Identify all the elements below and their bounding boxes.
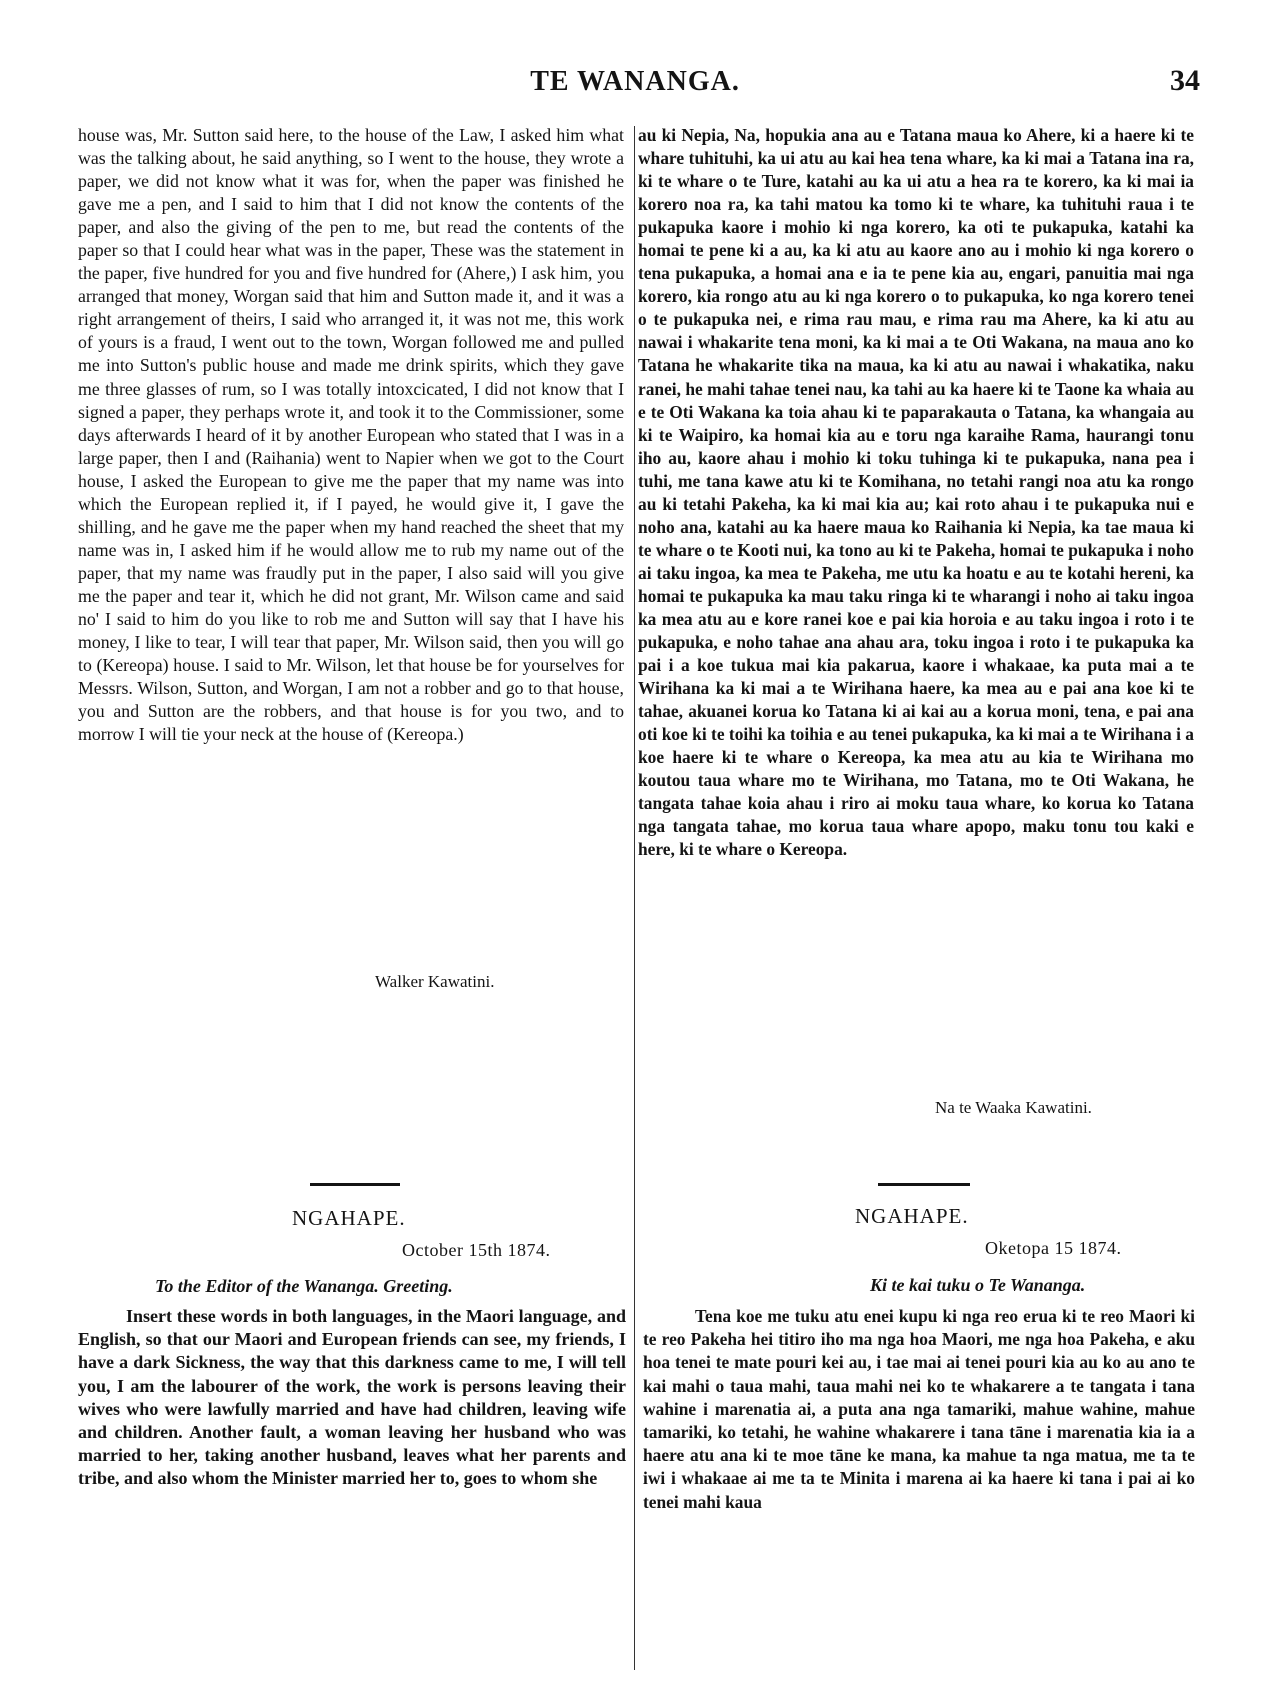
page-header	[70, 64, 1200, 104]
left-column-article	[78, 124, 624, 746]
left-letter-date: October 15th 1874.	[402, 1240, 551, 1260]
right-column-article	[638, 124, 1194, 862]
right-letter-heading: NGAHAPE.	[855, 1204, 969, 1228]
left-letter-heading: NGAHAPE.	[292, 1206, 406, 1230]
left-article-text: house was, Mr. Sutton said here, to the house of the Law, I asked him what was the talking about, he said anything, so I went to the house, they wrote a paper, we did not know what it was for, when the paper was finished he gave me a pen, and I said to him that I did not know the contents of the paper, and also the giving of the pen to me, but read the contents of the paper so that I could hear what was in the paper, These was the statement in the paper, five hundred for you and five hundred for (Ahere,) I ask him, you arranged that money, Worgan said that him and Sutton made it, and it was a right arrangement of theirs, I said who arranged it, it was not me, this work of yours is a fraud, I went out to the town, Worgan followed me and pulled me into Sutton's public house and made me drink spirits, which they gave me three glasses of rum, so I was totally intoxcicated, I did not know that I signed a paper, they perhaps wrote it, and took it to the Commissioner, some days afterwards I heard of it by another European who stated that I was in a large paper, then I and (Raihania) went to Napier when we got to the Court house, I asked the European to give me the paper that my name was into which the European replied it, if I payed, he would give it, I gave the shilling, and he gave me the paper when my hand reached the sheet that my name was in, I asked him if he would allow me to rub my name out of the paper, that my name was fraudly put in the paper, I also said will you give me the paper and tear it, which he did not grant, Mr. Wilson came and said no' I said to him do you like to rob me and Sutton will say that I have his money, I like to tear, I will tear that paper, Mr. Wilson said, then you will go to (Kereopa) house. I said to Mr. Wilson, let that house be for yourselves for Messrs. Wilson, Sutton, and Worgan, I am not a robber and go to that house, you and Sutton are the robbers, and that house is for you two, and to morrow I will tie your neck at the house of (Kereopa.)	[78, 125, 624, 745]
right-letter-body	[643, 1305, 1195, 1514]
left-letter-body	[78, 1305, 626, 1491]
left-letter-greeting: To the Editor of the Wananga. Greeting.	[155, 1276, 453, 1296]
right-letter-text: Tena koe me tuku atu enei kupu ki nga reo erua ki te reo Maori ki te reo Pakeha hei titiro iho ma nga hoa Maori, me nga hoa Pakeha, e aku hoa tenei te mate pouri kei au, i tae mai ai tenei pouri kia au ko au ano te kai mahi o taua mahi, taua mahi nei ko te whakarere a te tangata i tana wahine i marenatia ai, a puta ana nga tamariki, mahue wahine, mahue tamariki, ko tetahi, he wahine whakarere i tana tāne i marenatia kia ia a haere atu ana ki te moe tāne ke mana, ka mahue ta nga matua, me ta te iwi i whakaae ai me ta te Minita i marena ai ka haere ki tana i pai ai ko tenei mahi kaua	[643, 1306, 1195, 1512]
right-letter-date: Oketopa 15 1874.	[985, 1238, 1122, 1258]
left-signature: Walker Kawatini.	[375, 972, 495, 991]
page-number: 34	[1170, 64, 1200, 97]
column-rule	[634, 126, 635, 1670]
left-section-divider	[310, 1183, 400, 1186]
left-letter-text: Insert these words in both languages, in the Maori language, and English, so that our Maori and European friends can see, my friends, I have a dark Sickness, the way that this darkness came to me, I will tell you, I am the labourer of the work, the work is persons leaving their wives who were lawfully married and have had children, leaving wife and children. Another fault, a woman leaving her husband who was married to her, taking another husband, leaves what her parents and tribe, and also whom the Minister married her to, goes to whom she	[78, 1306, 626, 1489]
right-article-text: au ki Nepia, Na, hopukia ana au e Tatana maua ko Ahere, ki a haere ki te whare tuhituhi, ka ui atu au kai hea tena whare, ka ki mai a Tatana ina ra, ki te whare o te Ture, katahi au ka ui atu a hea ra te korero, ka ki mai ia korero noa ra, ka tahi matou ka tomo ki te whare, ka tuhituhi raua i te pukapuka kaore i mohio ki nga korero, ka oti te pukapuka, katahi ka homai te pene ki a au, ka ki atu au kaore ano au i mohio ki nga korero o tena pukapuka, a homai ana e ia te pene kia au, engari, panuitia mai nga korero, kia rongo atu au ki nga korero o to pukapuka, ko nga korero tenei o te pukapuka nei, e rima rau mau, e rima rau ma Ahere, ka ki atu au nawai i whakarite tena moni, ka ki mai a te Oti Wakana, na maua ano ko Tatana he whakarite tika na maua, ka ki atu au nawai i whakatika, naku ranei, he mahi tahae tenei nau, ka tahi au ka haere ki te Taone ka whaia au e te Oti Wakana ka toia ahau ki te paparakauta o Tatana, ka whangaia au ki te Waipiro, ka homai kia au e toru nga karaihe Rama, haurangi tonu iho au, kaore ahau i mohio ki toku tuhinga ki te pukapuka, nana pea i tuhi, me tana kawe atu ki te Komihana, no tetahi rangi noa atu ka rongo au ki tetahi Pakeha, ka ki mai kia au; kai roto ahau i te pukapuka nui e noho ana, katahi au ka haere maua ko Raihania ki Nepia, ka tae maua ki te whare o te Kooti nui, ka tono au ki te Pakeha, homai te pukapuka i noho ai taku ingoa, ka mea te Pakeha, me utu ka hoatu e au te kotahi hereni, ka homai te pukapuka ka mau taku ringa ki te wharangi i noho ai taku ingoa ka mea atu au e kore ranei koe e pai kia horoia e au taku ingoa i roto i te pukapuka, e noho tahae ana ahau ara, toku ingoa i roto i te pukapuka ka pai i a koe tukua mai kia pakarua, kaore i whakaae, ka puta mai a te Wirihana ka ki mai a te Wirihana haere, ka mea au e pai ana koe ki te tahae, akuanei korua ko Tatana ki ai kai au a korua moni, tena, e pai ana oti koe ki te toihi ka toihia e au tenei pukapuka, ka ki mai a te Wirihana i a koe haere ki te whare o Kereopa, ka mea atu au kia te Wirihana mo koutou taua whare mo te Wirihana, mo Tatana, mo te Oti Wakana, he tangata tahae koia ahau i riro ai moku taua whare, ko korua ko Tatana nga tangata tahae, mo korua taua whare apopo, maku tonu tou kaki e here, ki te whare o Kereopa.	[638, 125, 1194, 860]
right-section-divider	[878, 1183, 970, 1186]
right-letter-greeting: Ki te kai tuku o Te Wananga.	[870, 1275, 1086, 1295]
right-signature: Na te Waaka Kawatini.	[935, 1098, 1092, 1117]
publication-title: TE WANANGA.	[530, 66, 740, 97]
